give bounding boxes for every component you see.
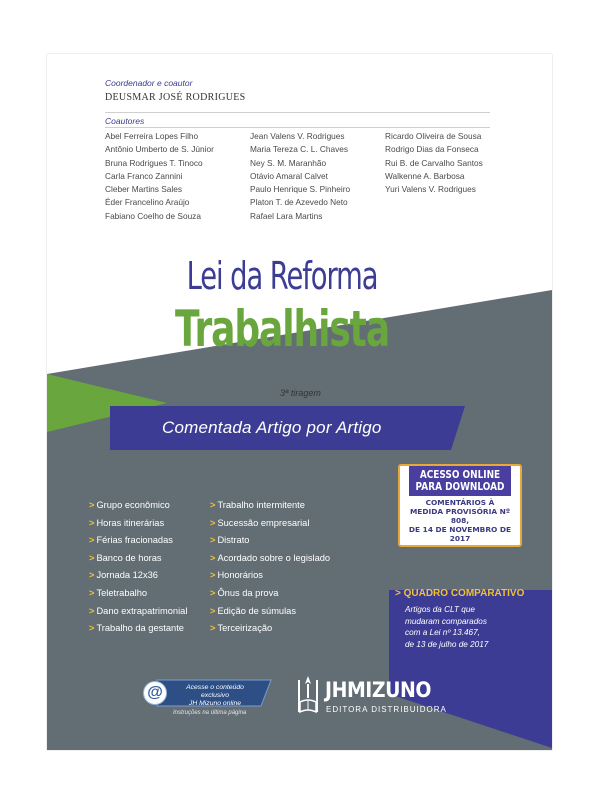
topic-item: > Férias fracionadas (89, 535, 173, 546)
divider-2 (105, 127, 490, 128)
badge-note: Instruções na última página (173, 710, 247, 716)
coauthors-label: Coautores (105, 116, 145, 126)
topic-item: > Horas itinerárias (89, 517, 165, 528)
subtitle: Comentada Artigo por Artigo (162, 418, 382, 437)
coauthor-name: Jean Valens V. Rodrigues (250, 131, 345, 141)
coauthor-name: Otávio Amaral Calvet (250, 170, 328, 181)
quadro-title: > QUADRO COMPARATIVO (395, 588, 525, 599)
topic-item: > Grupo econômico (89, 500, 170, 510)
topic-item: > Sucessão empresarial (210, 517, 310, 528)
coauthor-name: Antônio Umberto de S. Júnior (105, 144, 214, 155)
chevron-right-icon: > (89, 517, 95, 528)
coauthor-name: Éder Francelino Araújo (105, 197, 190, 208)
topics-column-1 (89, 497, 187, 638)
coauthor-name: Maria Tereza C. L. Chaves (250, 144, 349, 155)
printing-note: 3ª tiragem (280, 388, 321, 398)
chevron-right-icon: > (210, 500, 216, 510)
topic-item: > Trabalho da gestante (89, 623, 184, 634)
coauthor-name: Yuri Valens V. Rodrigues (385, 184, 476, 195)
coordinator-name: DEUSMAR JOSÉ RODRIGUES (105, 92, 246, 103)
topic-item: > Dano extrapatrimonial (89, 605, 188, 616)
title-line-2: Trabalhista (174, 300, 390, 358)
coauthor-name: Bruna Rodrigues T. Tinoco (105, 157, 203, 168)
chevron-right-icon: > (210, 517, 216, 528)
chevron-right-icon: > (210, 552, 216, 563)
coauthor-name: Cleber Martins Sales (105, 184, 183, 195)
chevron-right-icon: > (89, 570, 95, 581)
chevron-right-icon: > (89, 587, 95, 598)
topic-item: > Teletrabalho (89, 587, 148, 598)
coauthor-name: Walkenne A. Barbosa (385, 170, 465, 181)
coauthor-name: Ricardo Oliveira de Sousa (385, 131, 482, 141)
online-access-box (398, 464, 522, 547)
chevron-right-icon: > (89, 535, 95, 546)
access-badge (143, 679, 273, 716)
publisher-book-icon (298, 674, 318, 718)
title-line-1: Lei da Reforma (186, 254, 378, 298)
coauthors-column-2 (250, 130, 350, 223)
chevron-right-icon: > (210, 623, 216, 634)
chevron-right-icon: > (210, 535, 216, 546)
chevron-right-icon: > (210, 605, 216, 616)
coauthor-name: Abel Ferreira Lopes Filho (105, 131, 199, 141)
divider-1 (105, 112, 490, 113)
quadro-description: Artigos da CLT que mudaram comparados com a Lei nº 13.467, de 13 de julho de 2017 (405, 605, 489, 649)
coauthor-name: Fabiano Coelho de Souza (105, 210, 201, 221)
publisher-name: JHMIZUNO (325, 678, 432, 702)
topic-item: > Terceirização (210, 623, 273, 634)
coauthor-name: Platon T. de Azevedo Neto (250, 197, 348, 208)
online-access-description: COMENTÁRIOS À MEDIDA PROVISÓRIA Nº 808, DE 14 DE NOVEMBRO DE 2017 (408, 498, 512, 543)
coauthor-name: Ney S. M. Maranhão (250, 157, 327, 168)
chevron-right-icon: > (89, 605, 95, 616)
coauthor-name: Rui B. de Carvalho Santos (385, 157, 483, 168)
coauthor-name: Carla Franco Zannini (105, 170, 183, 181)
badge-line-2: JH Mizuno online (188, 700, 242, 707)
coordinator-label: Coordenador e coautor (105, 78, 193, 88)
coauthor-name: Paulo Henrique S. Pinheiro (250, 184, 351, 195)
chevron-right-icon: > (89, 623, 95, 634)
coauthor-name: Rodrigo Dias da Fonseca (385, 144, 479, 155)
topic-item: > Jornada 12x36 (89, 570, 158, 581)
topic-item: > Banco de horas (89, 552, 162, 563)
at-icon: @ (143, 681, 167, 705)
coauthors-column-3 (385, 130, 483, 196)
topic-item: > Honorários (210, 570, 263, 581)
badge-line-1: Acesse o conteúdo exclusivo (186, 684, 244, 699)
chevron-right-icon: > (89, 500, 95, 510)
book-cover (47, 54, 552, 750)
topic-item: > Ônus da prova (210, 587, 279, 598)
topic-item: > Distrato (210, 535, 250, 546)
topic-item: > Acordado sobre o legislado (210, 552, 331, 563)
publisher-subtitle: EDITORA DISTRIBUIDORA (326, 705, 447, 714)
chevron-right-icon: > (210, 587, 216, 598)
chevron-right-icon: > (210, 570, 216, 581)
topic-item: > Trabalho intermitente (210, 500, 305, 510)
coauthors-column-1 (105, 130, 214, 223)
topic-item: > Edição de súmulas (210, 605, 296, 616)
coauthor-name: Rafael Lara Martins (250, 210, 323, 221)
topics-column-2 (210, 497, 330, 638)
online-access-heading: ACESSO ONLINE PARA DOWNLOAD (409, 466, 511, 496)
chevron-right-icon: > (89, 552, 95, 563)
